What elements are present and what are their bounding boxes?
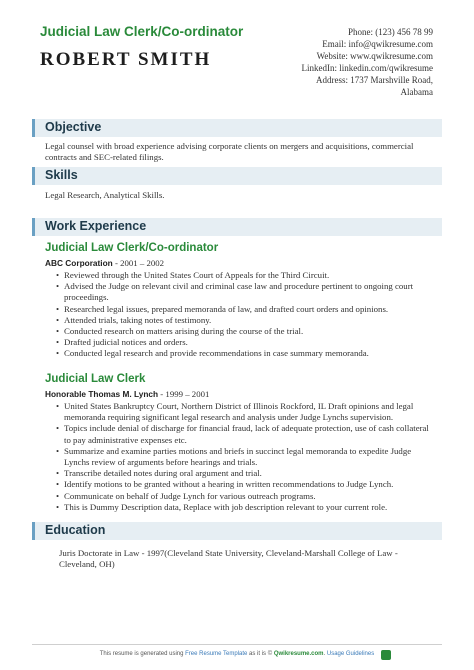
- education-text: Juris Doctorate in Law - 1997(Cleveland State University, Cleveland-Marshall College of Law - Cleveland, OH): [59, 548, 398, 570]
- objective-heading: Objective: [45, 120, 102, 134]
- job-title: Judicial Law Clerk/Co-ordinator: [40, 24, 244, 39]
- job-2-title: Judicial Law Clerk: [45, 373, 146, 385]
- list-item: • United States Bankruptcy Court, Northern District of Illinois Rockford, IL Draft opinions and legal memoranda requiring significant legal research and analysis under Judge Lynchs supervision.: [56, 401, 436, 423]
- list-item: • Conducted research on matters arising during the course of the trial.: [56, 326, 436, 337]
- site-link[interactable]: Qwikresume.com: [273, 651, 324, 657]
- footer-middle: as it is ©: [247, 651, 274, 657]
- contact-block: [302, 26, 433, 99]
- contact-phone: Phone: (123) 456 78 99: [348, 27, 433, 37]
- skills-heading-bar: [32, 167, 442, 185]
- job-1-bullets: [56, 270, 436, 360]
- contact-linkedin[interactable]: LinkedIn: linkedin.com/qwikresume: [301, 63, 433, 74]
- skills-text: Legal Research, Analytical Skills.: [45, 190, 165, 200]
- job-1-title: Judicial Law Clerk/Co-ordinator: [45, 242, 219, 254]
- skills-heading: Skills: [45, 168, 78, 182]
- objective-text: Legal counsel with broad experience advising corporate clients on mergers and acquisitions, commercial contracts and SEC-related filings.: [45, 141, 414, 163]
- job-2-company-line: [45, 389, 209, 399]
- contact-email[interactable]: Email: info@qwikresume.com: [322, 39, 433, 50]
- contact-address-state: Alabama: [400, 87, 433, 98]
- experience-heading: Work Experience: [45, 219, 147, 233]
- usage-guidelines-link[interactable]: Usage Guidelines: [326, 651, 375, 657]
- list-item: • Summarize and examine parties motions and briefs in succinct legal memoranda to expedite Judge Lynchs review of arguments before hearings and trials.: [56, 446, 436, 468]
- list-item: • Researched legal issues, prepared memoranda of law, and drafted court orders and opinions.: [56, 304, 436, 315]
- job-1-company-line: [45, 258, 164, 268]
- list-item: • Identify motions to be granted without a hearing in written recommendations to Judge Lynch.: [56, 479, 436, 490]
- footer-divider: [32, 644, 442, 645]
- job-2-dates: - 1999 – 2001: [158, 389, 210, 399]
- objective-heading-bar: [32, 119, 442, 137]
- job-2-company: Honorable Thomas M. Lynch: [45, 389, 159, 399]
- contact-website[interactable]: Website: www.qwikresume.com: [316, 51, 433, 62]
- job-1-company: ABC Corporation: [45, 258, 113, 268]
- experience-heading-bar: [32, 218, 442, 236]
- education-heading-bar: [32, 522, 442, 540]
- education-heading: Education: [45, 523, 106, 537]
- list-item: • Attended trials, taking notes of testimony.: [56, 315, 436, 326]
- resume-header: [0, 0, 474, 108]
- job-1-dates: - 2001 – 2002: [112, 258, 165, 268]
- list-item: • Communicate on behalf of Judge Lynch for various outreach programs.: [56, 491, 436, 502]
- candidate-name: ROBERT SMITH: [40, 49, 212, 70]
- free-template-link[interactable]: Free Resume Template: [185, 651, 248, 657]
- list-item: • Advised the Judge on relevant civil and criminal case law and procedure pertinent to ongoing court proceedings.: [56, 281, 436, 303]
- list-item: • Conducted legal research and provide recommendations in case summary memoranda.: [56, 348, 436, 359]
- qwikresume-logo-icon: [381, 650, 391, 660]
- footer: [0, 651, 474, 657]
- list-item: • Reviewed through the United States Court of Appeals for the Third Circuit.: [56, 270, 436, 281]
- contact-address: Address: 1737 Marshville Road,: [316, 75, 433, 86]
- list-item: • This is Dummy Description data, Replace with job description relevant to your current role.: [56, 502, 436, 513]
- job-2-bullets: [56, 401, 436, 513]
- footer-separator: .: [323, 651, 327, 657]
- list-item: • Drafted judicial notices and orders.: [56, 337, 436, 348]
- list-item: • Transcribe detailed notes during oral argument and trial.: [56, 468, 436, 479]
- list-item: • Topics include denial of discharge for financial fraud, lack of adequate protection, use of cash collateral to pay administrative expenses etc.: [56, 423, 436, 445]
- footer-prefix: This resume is generated using: [99, 651, 186, 657]
